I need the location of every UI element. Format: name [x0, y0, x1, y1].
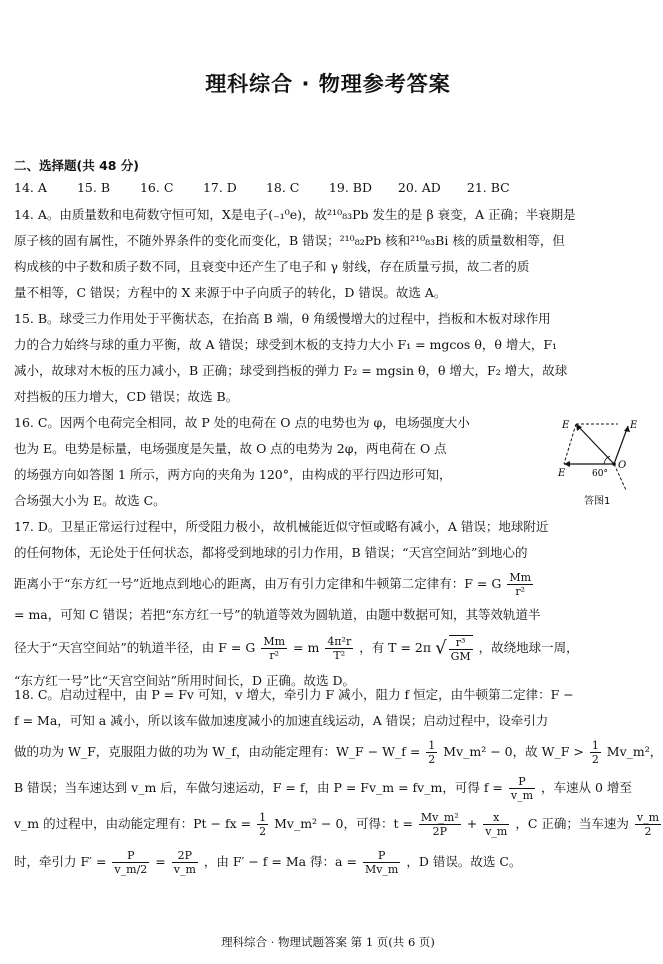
q18-text: = [155, 854, 166, 869]
q17-text: ，有 T = 2π [359, 640, 432, 655]
fraction: $\frac{Mm}{\text{r²}}$ [509, 571, 532, 598]
answer-21: 21. BC [466, 180, 510, 195]
fraction: $\frac{P}{v\_m/2}$ [114, 849, 148, 876]
page-footer: 理科综合 · 物理试题答案 第 1 页(共 6 页) [221, 935, 435, 949]
q18-line: f = Ma，可知 a 减小，所以该车做加速度减小的加速直线运动，A 错误；启动过程中，设牵引力 [14, 713, 549, 728]
answer-16: 16. C [139, 180, 174, 195]
fraction: $\frac{P}{v\_m}$ [510, 775, 534, 802]
q15-line: 对挡板的压力增大，CD 错误；故选 B。 [14, 389, 239, 404]
field-vector-right [614, 426, 628, 464]
explanation-18 [14, 682, 663, 882]
q18-text: ，D 错误。故选 C。 [406, 854, 522, 869]
field-diagram [556, 414, 642, 510]
q14-line: 构成核的中子数和质子数不同，且衰变中还产生了电子和 γ 射线，存在质量亏损，故二者的质 [14, 259, 530, 274]
answer-figure-1 [556, 414, 642, 510]
q16-line: 合场强大小为 E。故选 C。 [14, 493, 166, 508]
q17-line [14, 628, 642, 668]
answer-key-row [14, 180, 634, 195]
q18-line [14, 770, 642, 806]
fraction: $\frac{x}{v\_m}$ [485, 811, 508, 838]
q14-line: 原子核的固有属性，不随外界条件的变化而变化，B 错误；²¹⁰₈₂Pb 核和²¹⁰₈₃Bi 核的质量数相等，但 [14, 233, 565, 248]
q18-text: ，由 F′ − f = Ma 得：a = [203, 854, 357, 869]
q17-line: 的任何物体，无论处于任何状态，都将受到地球的引力作用，B 错误；“天宫空间站”到地心的 [14, 545, 528, 560]
answer-17: 17. D [202, 180, 237, 195]
label-e-left: E [558, 468, 566, 479]
q15-line: 15. B。球受三力作用处于平衡状态，在抬高 B 端，θ 角缓慢增大的过程中，挡板和木板对球作用 [14, 311, 551, 326]
label-e-top: E [562, 420, 570, 431]
q17-text: ，故绕地球一周， [478, 640, 579, 655]
q16-line: 的场强方向如答图 1 所示，两方向的夹角为 120°，由构成的平行四边形可知， [14, 467, 452, 482]
answer-19: 19. BD [328, 180, 372, 195]
q17-line: 17. D。卫星正常运行过程中，所受阻力极小，故机械能近似守恒或略有减小，A 错误；地球附近 [14, 519, 549, 534]
explanation-15 [14, 306, 642, 410]
q18-line [14, 806, 660, 842]
q17-line: = ma，可知 C 错误；若把“东方红一号”的轨道等效为圆轨道，由题中数据可知，其等效轨道半 [14, 607, 541, 622]
fraction: $\frac{\text{r³}}{GM}$ [450, 635, 471, 663]
q15-line: 力的合力始终与球的重力平衡，故 A 错误；球受到木板的支持力大小 F₁ = mgcos θ，θ 增大，F₁ [14, 337, 558, 352]
resultant-vector [576, 424, 614, 464]
q18-text: ，C 正确；当车速为 [515, 816, 629, 831]
answer-18: 18. C [265, 180, 300, 195]
q16-line: 也为 E。电势是标量，电场强度是矢量，故 O 点的电势为 2φ，两电荷在 O 点 [14, 441, 447, 456]
q18-text: B 错误；当车速达到 v_m 后，车做匀速运动，F = f，由 P = Fv_m = fv_m，可得 f = [14, 780, 503, 795]
q18-line [14, 734, 663, 770]
fraction: $\frac{\text{Mv\_m²}}{2P}$ [420, 811, 459, 838]
q18-text: + [466, 816, 478, 831]
sqrt-sign: √ [435, 637, 447, 659]
q18-text: v_m 的过程中，由动能定理有：Pt − fx = [14, 816, 252, 831]
q15-line: 减小，故球对木板的压力减小，B 正确；球受到挡板的弹力 F₂ = mgsin θ，θ 增大，F₂ 增大，故球 [14, 363, 568, 378]
figure-caption: 答图1 [584, 496, 611, 507]
q18-line: 18. C。启动过程中，由 P = Fv 可知，v 增大，牵引力 F 减小，阻力 f 恒定，由牛顿第二定律：F − [14, 687, 574, 702]
q17-line [14, 566, 642, 602]
q18-text: 做的功为 W_F，克服阻力做的功为 W_f，由动能定理有：W_F − W_f = [14, 744, 421, 759]
q17-line: “东方红一号”比“天宫空间站”所用时间长，D 正确。故选 D。 [14, 673, 356, 688]
label-o: O [618, 460, 627, 471]
point-o [612, 462, 616, 466]
q18-text: 时，牵引力 F′ = [14, 854, 107, 869]
fraction: $\frac{v\_m}{2}$ [636, 811, 660, 838]
fraction: $\frac{P}{Mv\_m}$ [364, 849, 399, 876]
section-heading: 二、选择题(共 48 分) [14, 158, 140, 173]
explanation-14 [14, 202, 642, 306]
explanation-17 [14, 514, 642, 694]
label-e-right: E [630, 420, 638, 431]
q18-text: Mv_m² − 0，可得：t = [274, 816, 413, 831]
q18-text: Mv_m² − 0，故 W_F > [443, 744, 584, 759]
page-title: 理科综合 · 物理参考答案 [205, 72, 451, 96]
q14-line: 14. A。由质量数和电荷数守恒可知，X是电子(₋₁⁰e)，故²¹⁰₈₃Pb 发生的是 β 衰变，A 正确；半衰期是 [14, 207, 576, 222]
fraction: $\frac{2P}{v\_m}$ [173, 849, 196, 876]
fraction: $\frac{\text{4π²r}}{\text{T²}}$ [327, 635, 352, 662]
fraction: $\frac{Mm}{\text{r²}}$ [263, 635, 286, 662]
label-angle: 60° [592, 469, 608, 479]
q18-text: ，车速从 0 增至 [541, 780, 632, 795]
answer-15: 15. B [76, 180, 111, 195]
q16-line: 16. C。因两个电荷完全相同，故 P 处的电荷在 O 点的电势也为 φ，电场强度大小 [14, 415, 470, 430]
q14-line: 量不相等，C 错误；方程中的 X 来源于中子向质子的转化，D 错误。故选 A。 [14, 285, 447, 300]
q17-text: 距离小于“东方红一号”近地点到地心的距离，由万有引力定律和牛顿第二定律有：F = G [14, 576, 502, 591]
q17-text: = m [293, 640, 320, 655]
fraction: $\frac{1}{2}$ [428, 739, 436, 766]
answer-20: 20. AD [397, 180, 441, 195]
arrowhead-left [564, 461, 570, 467]
fraction: $\frac{1}{2}$ [259, 811, 267, 838]
q18-line [14, 842, 642, 882]
q17-text: 径大于“天宫空间站”的轨道半径，由 F = G [14, 640, 256, 655]
explanation-16 [14, 410, 554, 514]
fraction: $\frac{1}{2}$ [591, 739, 599, 766]
q18-text: Mv_m²， [606, 744, 663, 759]
answer-14: 14. A [14, 180, 47, 195]
